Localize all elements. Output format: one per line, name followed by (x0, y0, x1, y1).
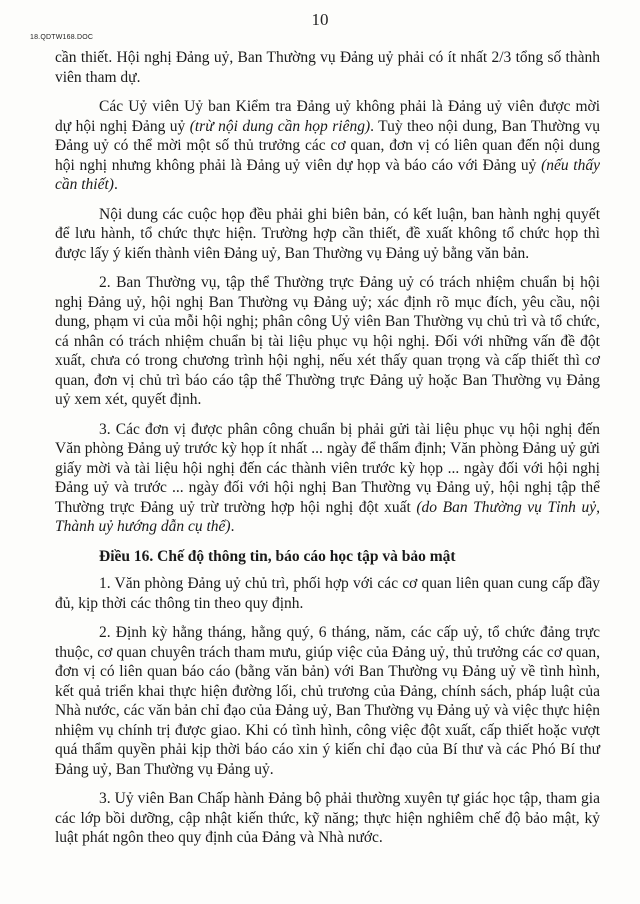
paragraph (55, 205, 600, 264)
paragraph-text: . (230, 518, 235, 535)
paragraph-text: Nội dung các cuộc họp đều phải ghi biên bản, có kết luận, ban hành nghị quyết để lưu hành, tổ chức thực hiện. Trường hợp cần thiết, đề xuất không tổ chức họp thì được lấy ý kiến thành viên Đảng uỷ, Ban Thường vụ Đảng uỷ bằng văn bản. (55, 205, 600, 262)
paragraph-italic-note: (do Ban Thường vụ Tỉnh uỷ, Thành uỷ hướng dẫn cụ thể) (55, 498, 600, 535)
paragraph-text: 3. Các đơn vị được phân công chuẩn bị phải gửi tài liệu phục vụ hội nghị đến Văn phòng Đảng uỷ trước kỳ họp ít nhất ... ngày để thẩm định; Văn phòng Đảng uỷ gửi giấy mời và tài liệu hội nghị đến các thành viên trước kỳ họp ... ngày đối với hội nghị Đảng uỷ và trước ... ngày đối với hội nghị Ban Thường vụ Đảng uỷ, hội nghị tập thể Thường trực Đảng uỷ trừ trường hợp hội nghị đột xuất (55, 420, 600, 516)
paragraph-text: . Tuỳ theo nội dung, Ban Thường vụ Đảng uỷ có thể mời một số thủ trưởng các cơ quan, đơn vị có liên quan đến nội dung hội nghị nhưng không phải là Đảng uỷ viên dự họp và báo cáo với Đảng uỷ (55, 117, 600, 174)
page-number: 10 (311, 10, 329, 29)
paragraph (55, 273, 600, 410)
paragraph-italic-note: (trừ nội dung cần họp riêng) (189, 117, 371, 135)
paragraph-text: 2. Ban Thường vụ, tập thể Thường trực Đảng uỷ có trách nhiệm chuẩn bị hội nghị Đảng uỷ, hội nghị Ban Thường vụ Đảng uỷ; xác định rõ mục đích, yêu cầu, nội dung, phạm vi của mỗi hội nghị; phân công Uỷ viên Ban Thường vụ chủ trì và tổ chức, cá nhân có trách nhiệm chuẩn bị tài liệu phục vụ hội nghị. Đối với những vấn đề đột xuất, chưa có trong chương trình hội nghị, nếu xét thấy quan trọng và cấp thiết thì cơ quan, đơn vị chủ trì báo cáo tập thể Thường trực Đảng uỷ hoặc Ban Thường vụ Đảng uỷ xem xét, quyết định. (55, 274, 600, 408)
paragraph-text: cần thiết. Hội nghị Đảng uỷ, Ban Thường vụ Đảng uỷ phải có ít nhất 2/3 tổng số thành viên tham dự. (55, 49, 600, 86)
document-body (55, 48, 600, 858)
article-heading: Điều 16. Chế độ thông tin, báo cáo học tập và bảo mật (99, 547, 456, 565)
paragraph (55, 97, 600, 195)
article-paragraph: 2. Định kỳ hằng tháng, hằng quý, 6 tháng, năm, các cấp uỷ, tổ chức đảng trực thuộc, cơ quan chuyên trách tham mưu, giúp việc của Đảng uỷ, thủ trưởng các cơ quan, đơn vị có liên quan báo cáo (bằng văn bản) với Ban Thường vụ Đảng uỷ về tình hình, kết quả triển khai thực hiện đường lối, chủ trương của Đảng, chính sách, pháp luật của Nhà nước, các văn bản chỉ đạo của Đảng uỷ, Ban Thường vụ Đảng uỷ và việc thực hiện nhiệm vụ chính trị được giao. Khi có tình hình, công việc đột xuất, cấp thiết hoặc vượt quá thẩm quyền phải kịp thời báo cáo xin ý kiến chỉ đạo của Bí thư và các Phó Bí thư Đảng uỷ, Ban Thường vụ Đảng uỷ. (55, 624, 600, 778)
paragraph (55, 420, 600, 537)
paragraph (55, 48, 600, 87)
paragraph-italic-note: (nếu thấy cần thiết) (55, 156, 600, 193)
article-paragraph: 1. Văn phòng Đảng uỷ chủ trì, phối hợp với các cơ quan liên quan cung cấp đầy đủ, kịp thời các thông tin theo quy định. (55, 575, 600, 612)
file-identifier: 18.QDTW168.DOC (30, 34, 94, 41)
paragraph-text: Các Uỷ viên Uỷ ban Kiểm tra Đảng uỷ không phải là Đảng uỷ viên được mời dự hội nghị Đảng uỷ (55, 98, 600, 135)
paragraph-text: . (113, 176, 118, 193)
article-paragraph: 3. Uỷ viên Ban Chấp hành Đảng bộ phải thường xuyên tự giác học tập, tham gia các lớp bồi dưỡng, cập nhật kiến thức, kỹ năng; thực hiện nghiêm chế độ bảo mật, kỷ luật phát ngôn theo quy định của Đảng và Nhà nước. (55, 790, 600, 846)
